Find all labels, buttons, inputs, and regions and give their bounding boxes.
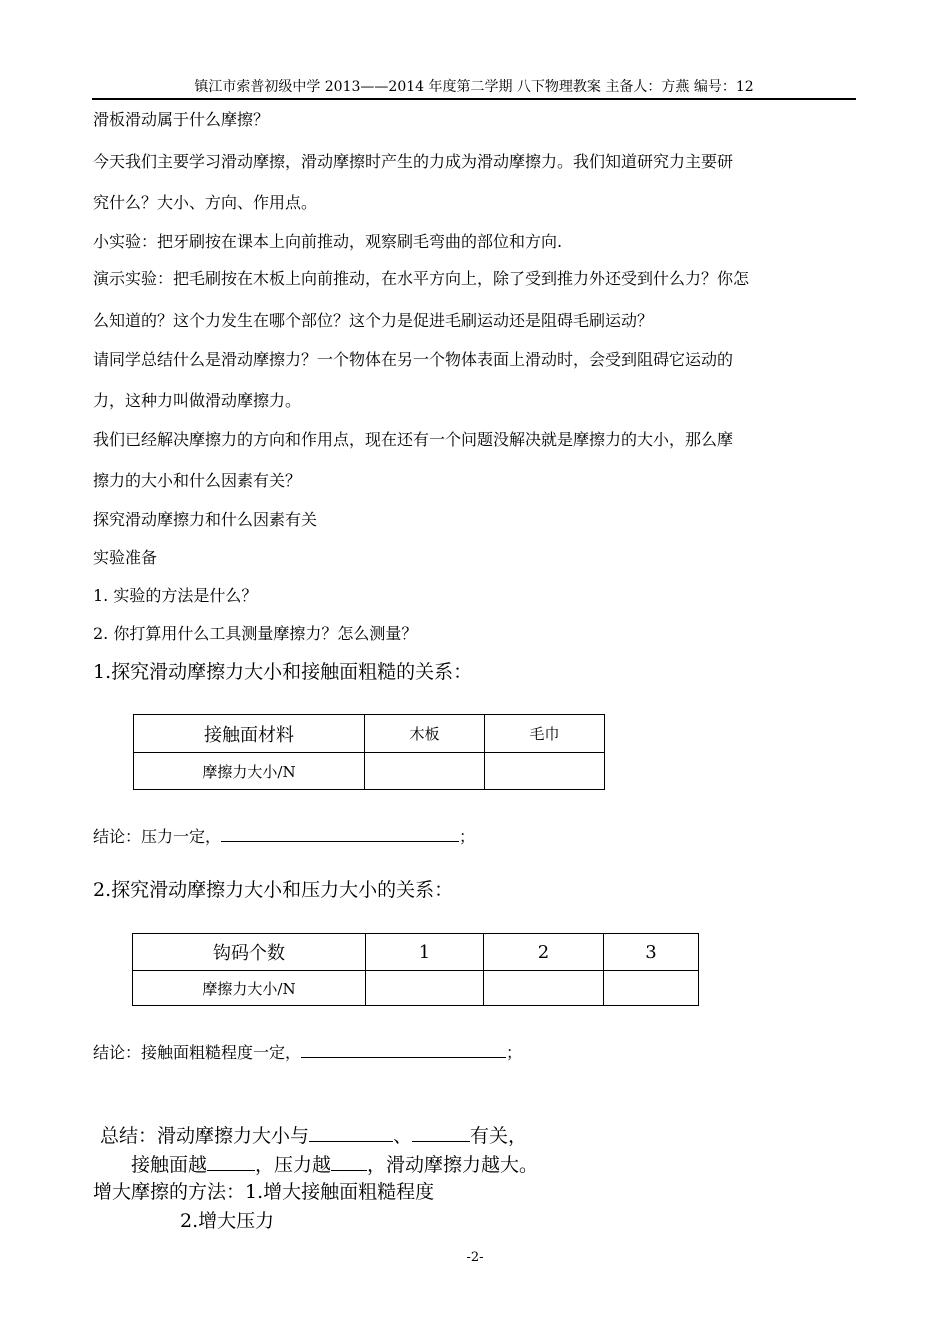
text-line: 滑板滑动属于什么摩擦？ xyxy=(93,110,270,129)
text-line: 么知道的？这个力发生在哪个部位？这个力是促进毛刷运动还是阻碍毛刷运动？ xyxy=(93,311,654,330)
summary-text: 、 xyxy=(393,1125,413,1147)
summary-text: 接触面越 xyxy=(131,1154,208,1176)
text-line: 今天我们主要学习滑动摩擦，滑动摩擦时产生的力成为滑动摩擦力。我们知道研究力主要研 xyxy=(93,152,734,171)
summary-line-2 xyxy=(131,1154,538,1175)
text-line: 实验准备 xyxy=(93,548,158,567)
answer-blank[interactable] xyxy=(331,1154,367,1171)
text-line: 力，这种力叫做滑动摩擦力。 xyxy=(93,391,302,410)
answer-blank[interactable] xyxy=(309,1125,393,1142)
conclusion-prefix: 结论：压力一定， xyxy=(93,827,222,846)
table-row-label: 摩擦力大小/N xyxy=(134,753,365,790)
page-number: -2- xyxy=(466,1250,484,1265)
table-pressure xyxy=(132,933,699,1006)
text-line: 2. 你打算用什么工具测量摩擦力？怎么测量？ xyxy=(93,624,418,643)
summary-text: 总结：滑动摩擦力大小与 xyxy=(100,1125,310,1147)
summary-line-3: 增大摩擦的方法：1.增大接触面粗糙程度 xyxy=(93,1181,435,1203)
answer-blank[interactable] xyxy=(207,1154,255,1171)
table-header-cell: 1 xyxy=(366,934,484,971)
table-row-label: 摩擦力大小/N xyxy=(133,971,366,1006)
summary-text: ，压力越 xyxy=(255,1154,332,1176)
conclusion-2 xyxy=(93,1041,522,1063)
text-line: 演示实验：把毛刷按在木板上向前推动，在水平方向上，除了受到推力外还受到什么力？你怎 xyxy=(93,269,750,288)
table-surface xyxy=(133,714,605,790)
table-input-cell[interactable] xyxy=(366,971,484,1006)
answer-blank[interactable] xyxy=(301,1041,506,1058)
answer-blank[interactable] xyxy=(221,825,459,842)
text-line: 探究滑动摩擦力和什么因素有关 xyxy=(93,510,318,529)
table-header-cell: 2 xyxy=(484,934,604,971)
table-header-cell: 钩码个数 xyxy=(133,934,366,971)
table-header-cell: 木板 xyxy=(365,715,485,753)
section1-title: 1.探究滑动摩擦力大小和接触面粗糙的关系： xyxy=(93,661,473,683)
text-line: 1. 实验的方法是什么？ xyxy=(93,586,258,605)
text-line: 擦力的大小和什么因素有关？ xyxy=(93,471,302,490)
table-header-cell: 毛巾 xyxy=(485,715,605,753)
section2-title: 2.探究滑动摩擦力大小和压力大小的关系： xyxy=(93,879,454,901)
conclusion-suffix: ； xyxy=(506,1043,523,1062)
summary-text: ，滑动摩擦力越大。 xyxy=(367,1154,539,1176)
text-line: 究什么？大小、方向、作用点。 xyxy=(93,193,318,212)
answer-blank[interactable] xyxy=(412,1125,470,1142)
summary-line-4: 2.增大压力 xyxy=(180,1210,275,1232)
text-line: 我们已经解决摩擦力的方向和作用点，现在还有一个问题没解决就是摩擦力的大小，那么摩 xyxy=(93,430,734,449)
summary-line-1 xyxy=(100,1125,527,1146)
table-input-cell[interactable] xyxy=(365,753,485,790)
conclusion-prefix: 结论：接触面粗糙程度一定， xyxy=(93,1043,302,1062)
table-header-cell: 接触面材料 xyxy=(134,715,365,753)
conclusion-1 xyxy=(93,825,475,847)
table-input-cell[interactable] xyxy=(604,971,699,1006)
table-input-cell[interactable] xyxy=(484,971,604,1006)
summary-text: 有关， xyxy=(470,1125,528,1147)
conclusion-suffix: ； xyxy=(459,827,476,846)
text-line: 小实验：把牙刷按在课本上向前推动，观察刷毛弯曲的部位和方向. xyxy=(93,232,563,251)
table-header-cell: 3 xyxy=(604,934,699,971)
page-header: 镇江市索普初级中学 2013——2014 年度第二学期 八下物理教案 主备人：方燕 编号：12 xyxy=(92,76,856,100)
table-input-cell[interactable] xyxy=(485,753,605,790)
text-line: 请同学总结什么是滑动摩擦力？一个物体在另一个物体表面上滑动时，会受到阻碍它运动的 xyxy=(93,350,734,369)
